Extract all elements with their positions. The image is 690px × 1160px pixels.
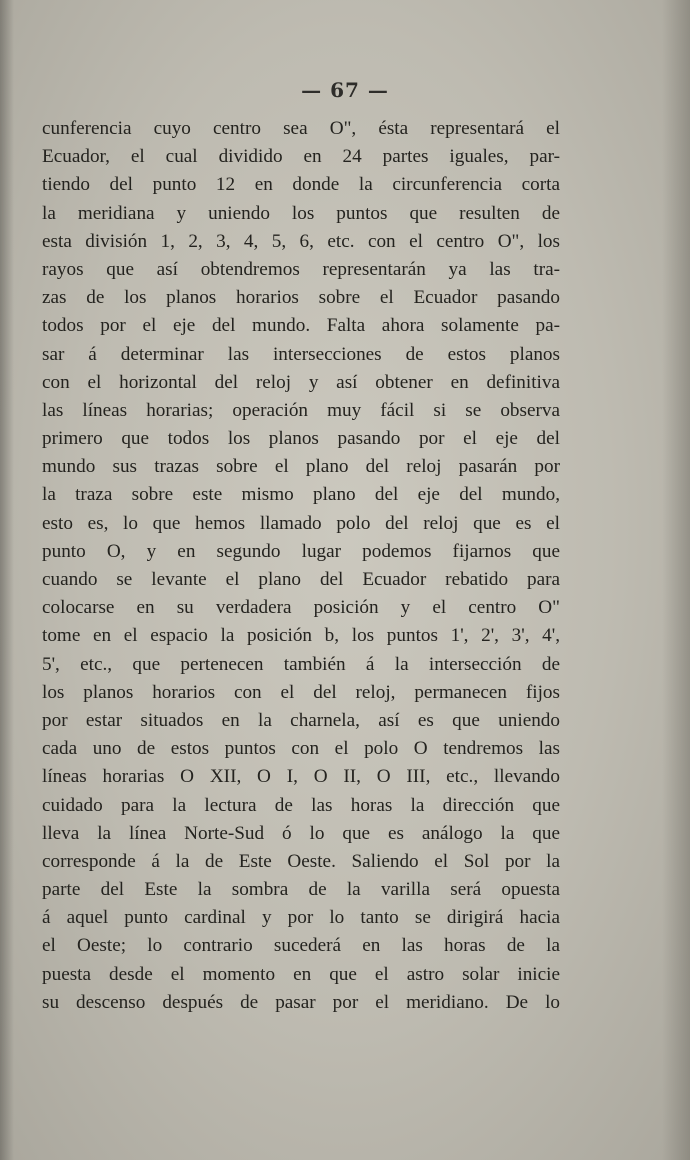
text-line: parte del Este la sombra de la varilla será opuesta (42, 879, 560, 901)
text-line: á aquel punto cardinal y por lo tanto se dirigirá hacia (42, 907, 560, 929)
text-line: los planos horarios con el del reloj, permanecen fijos (42, 681, 560, 703)
text-line: primero que todos los planos pasando por el eje del (42, 428, 560, 450)
text-line: esta división 1, 2, 3, 4, 5, 6, etc. con el centro O", los (42, 230, 560, 252)
body-text (42, 115, 560, 1017)
text-line: su descenso después de pasar por el meridiano. De lo (42, 991, 560, 1013)
text-line: punto O, y en segundo lugar podemos fijarnos que (42, 540, 560, 562)
text-line: las líneas horarias; operación muy fácil si se observa (42, 399, 560, 421)
text-line: cuidado para la lectura de las horas la dirección que (42, 794, 560, 816)
text-line: mundo sus trazas sobre el plano del reloj pasarán por (42, 456, 560, 478)
page-right-edge-shadow (662, 0, 690, 1160)
text-line: zas de los planos horarios sobre el Ecuador pasando (42, 287, 560, 309)
text-line: el Oeste; lo contrario sucederá en las horas de la (42, 935, 560, 957)
text-line: la traza sobre este mismo plano del eje del mundo, (42, 484, 560, 506)
text-line: rayos que así obtendremos representarán ya las tra- (42, 258, 560, 280)
text-line: sar á determinar las intersecciones de estos planos (42, 343, 560, 365)
text-line: líneas horarias O XII, O I, O II, O III, etc., llevando (42, 766, 560, 788)
text-line: lleva la línea Norte-Sud ó lo que es análogo la que (42, 822, 560, 844)
text-line: por estar situados en la charnela, así es que uniendo (42, 709, 560, 731)
text-line: tiendo del punto 12 en donde la circunferencia corta (42, 174, 560, 196)
page-number: — 67 — (301, 78, 389, 102)
text-line: 5', etc., que pertenecen también á la intersección de (42, 653, 560, 675)
text-line: cunferencia cuyo centro sea O", ésta representará el (42, 118, 560, 139)
text-line: puesta desde el momento en que el astro solar inicie (42, 963, 560, 985)
text-line: todos por el eje del mundo. Falta ahora solamente pa- (42, 315, 560, 337)
text-line: tome en el espacio la posición b, los puntos 1', 2', 3', 4', (42, 625, 560, 647)
text-line: con el horizontal del reloj y así obtener en definitiva (42, 371, 560, 393)
page-left-edge-shadow (0, 0, 14, 1160)
text-line: la meridiana y uniendo los puntos que resulten de (42, 202, 560, 224)
text-line: esto es, lo que hemos llamado polo del reloj que es el (42, 512, 560, 534)
text-line: cuando se levante el plano del Ecuador rebatido para (42, 569, 560, 590)
text-line: cada uno de estos puntos con el polo O tendremos las (42, 738, 560, 760)
text-line: corresponde á la de Este Oeste. Saliendo el Sol por la (42, 850, 560, 872)
text-line: Ecuador, el cual dividido en 24 partes iguales, par- (42, 146, 560, 168)
text-line: colocarse en su verdadera posición y el centro O" (42, 597, 560, 619)
